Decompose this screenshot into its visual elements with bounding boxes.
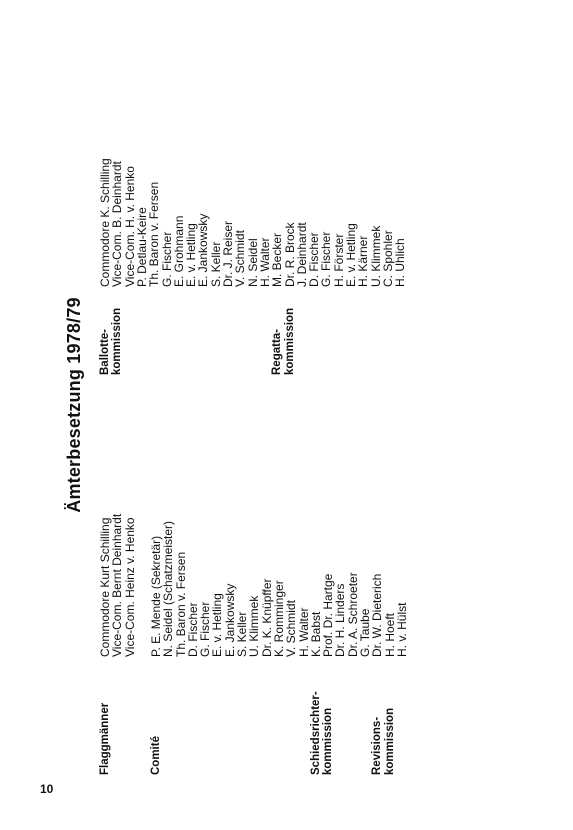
member-name: Dr. W. Dieterich xyxy=(370,573,385,657)
member-name: Dr. J. Reiser xyxy=(221,220,235,287)
heading-schiedsrichterkommission: kommission xyxy=(322,707,335,775)
member-name: H. Walter xyxy=(257,237,272,287)
member-name: G. Fischer xyxy=(198,601,213,657)
heading-regattakommission: Regatta- xyxy=(271,328,284,375)
member-name: C. Spohler xyxy=(380,230,395,287)
heading-regattakommission: kommission xyxy=(283,307,296,375)
member-name: Vice-Com. H. v. Henko xyxy=(122,166,137,287)
member-name: Prof. Dr. Hartge xyxy=(321,573,336,657)
member-name: H. Förster xyxy=(331,233,346,287)
member-name: U. Klimmek xyxy=(247,595,262,657)
page-number: 10 xyxy=(40,782,54,796)
member-name: Dr. H. Linders xyxy=(333,583,348,657)
member-name: N. Seidel (Schatzmeister) xyxy=(161,520,176,657)
member-name: E. v. Hetling xyxy=(344,223,358,287)
member-name: Commodore K. Schilling xyxy=(98,158,112,287)
page-title: Ämterbesetzung 1978/79 xyxy=(64,297,84,513)
member-name: P. Detlau-Keire xyxy=(134,207,149,287)
member-name: D. Fischer xyxy=(307,232,322,287)
member-name: E. Jankowsky xyxy=(222,583,237,657)
member-name: G. Taube xyxy=(358,608,372,657)
member-name: Dr. R. Brock xyxy=(282,222,297,287)
member-name: E. v. Hetling xyxy=(184,223,199,287)
member-name: J. Deinhardt xyxy=(294,222,309,287)
member-name: Vice-Com. Heinz v. Henko xyxy=(122,517,137,657)
member-name: E. Jankowsky xyxy=(196,213,211,287)
member-name: G. Fischer xyxy=(319,231,334,287)
member-name: U. Klimmek xyxy=(368,225,383,287)
member-name: H. Uhlich xyxy=(393,238,408,287)
member-name: Dr. K. Knüpffer xyxy=(259,578,274,657)
member-name: S. Keller xyxy=(208,241,223,287)
heading-comite: Comité xyxy=(149,736,162,775)
member-name: E. Grohmann xyxy=(171,215,186,287)
member-name: H. v. Hülst xyxy=(394,602,409,657)
member-name: K. Babst xyxy=(308,611,323,657)
member-name: E. v. Hetling xyxy=(210,593,225,657)
member-name: Vice-Com. B. Deinhardt xyxy=(110,161,125,287)
member-name: Vice-Com. Bernt Deinhardt xyxy=(110,513,125,657)
member-name: H. Hoeft xyxy=(382,612,397,657)
heading-revisionskommission: kommission xyxy=(383,707,396,775)
rotated-content xyxy=(42,35,512,775)
member-name: Th. Baron v. Fersen xyxy=(173,551,188,657)
member-name: M. Becker xyxy=(270,232,285,287)
heading-flaggmaenner: Flaggmänner xyxy=(99,702,111,775)
member-name: S. Keller xyxy=(235,611,249,657)
member-name: Commodore Kurt Schilling xyxy=(98,517,112,657)
member-name: V. Schmidt xyxy=(233,230,248,287)
member-name: H. Walter xyxy=(296,607,311,657)
member-name: K. Romminger xyxy=(271,580,286,657)
member-name: Dr. A. Schroeter xyxy=(345,572,360,657)
heading-revisionskommission: Revisions- xyxy=(371,716,384,775)
member-name: D. Fischer xyxy=(185,602,200,657)
member-name: N. Seidel xyxy=(245,238,260,287)
member-name: P. E. Mende (Sekretär) xyxy=(148,535,163,657)
member-name: H. Kärner xyxy=(356,235,371,287)
heading-ballottekommission: kommission xyxy=(111,307,124,375)
member-name: V. Schmidt xyxy=(284,600,299,657)
heading-schiedsrichterkommission: Schiedsrichter- xyxy=(309,691,322,775)
member-name: G. Fischer xyxy=(159,231,174,287)
member-name: Th. Baron v. Fersen xyxy=(147,181,162,287)
heading-ballottekommission: Ballotte- xyxy=(99,329,111,375)
